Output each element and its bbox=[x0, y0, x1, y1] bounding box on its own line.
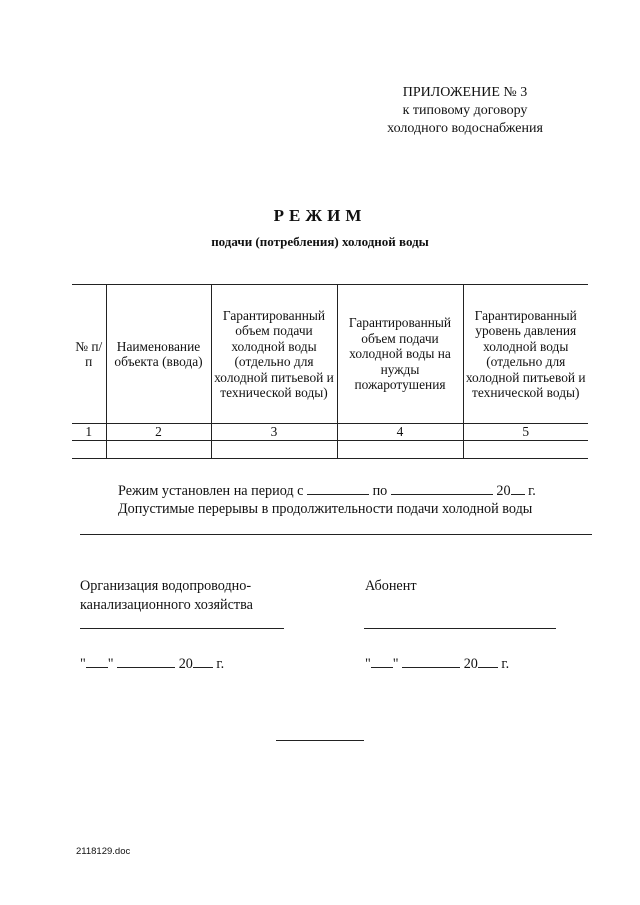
period-middle: по bbox=[372, 483, 388, 499]
subscriber-month-field[interactable] bbox=[402, 655, 460, 668]
empty-cell[interactable] bbox=[72, 441, 106, 459]
interruptions-field[interactable] bbox=[80, 534, 592, 535]
column-number-2: 2 bbox=[106, 424, 211, 441]
table-column-numbers-row bbox=[72, 424, 588, 441]
column-number-3: 3 bbox=[211, 424, 337, 441]
period-line bbox=[118, 482, 536, 500]
document-subtitle: подачи (потребления) холодной воды bbox=[211, 234, 429, 249]
org-month-field[interactable] bbox=[117, 655, 175, 668]
period-year-suffix: г. bbox=[528, 483, 536, 499]
table-empty-row[interactable] bbox=[72, 441, 588, 459]
org-year-field[interactable] bbox=[193, 655, 213, 668]
subscriber-date-line bbox=[365, 655, 509, 673]
date-quote-open: " bbox=[80, 656, 86, 672]
regime-table bbox=[72, 284, 588, 459]
empty-cell[interactable] bbox=[106, 441, 211, 459]
date-quote-close: " bbox=[107, 656, 114, 672]
org-label: Организация водопроводно-канализационного хозяйства bbox=[80, 578, 253, 613]
date-quote-open: " bbox=[365, 656, 371, 672]
period-year-prefix: 20 bbox=[496, 483, 511, 499]
appendix-number: ПРИЛОЖЕНИЕ № 3 bbox=[402, 85, 528, 100]
file-name-footer: 2118129.doc bbox=[76, 846, 131, 857]
closing-divider bbox=[276, 740, 364, 741]
header-fire-volume: Гарантированный объем подачи холодной воды на нужды пожаротушения bbox=[337, 285, 463, 424]
appendix-contract-subject: холодного водоснабжения bbox=[387, 121, 543, 136]
date-quote-close: " bbox=[392, 656, 399, 672]
subscriber-signature-field[interactable] bbox=[364, 628, 556, 629]
org-date-line bbox=[80, 655, 224, 673]
header-number: № п/п bbox=[72, 285, 106, 424]
subscriber-day-field[interactable] bbox=[371, 655, 393, 668]
appendix-contract-type: к типовому договору bbox=[402, 103, 528, 118]
column-number-1: 1 bbox=[72, 424, 106, 441]
period-end-field[interactable] bbox=[391, 482, 493, 495]
period-year-field[interactable] bbox=[511, 482, 525, 495]
document-title: РЕЖИМ bbox=[273, 206, 367, 225]
period-start-field[interactable] bbox=[307, 482, 369, 495]
empty-cell[interactable] bbox=[211, 441, 337, 459]
subscriber-label: Абонент bbox=[365, 578, 417, 594]
subscriber-year-field[interactable] bbox=[478, 655, 498, 668]
header-guaranteed-volume: Гарантированный объем подачи холодной воды (отдельно для холодной питьевой и технической воды) bbox=[211, 285, 337, 424]
date-suffix: г. bbox=[216, 656, 225, 672]
date-year-prefix: 20 bbox=[178, 656, 193, 672]
empty-cell[interactable] bbox=[463, 441, 588, 459]
column-number-5: 5 bbox=[463, 424, 588, 441]
org-signature-field[interactable] bbox=[80, 628, 284, 629]
column-number-4: 4 bbox=[337, 424, 463, 441]
org-day-field[interactable] bbox=[86, 655, 108, 668]
empty-cell[interactable] bbox=[337, 441, 463, 459]
table-header-row bbox=[72, 285, 588, 424]
appendix-header bbox=[340, 84, 590, 138]
interruptions-label: Допустимые перерывы в продолжительности подачи холодной воды bbox=[118, 501, 533, 517]
date-suffix: г. bbox=[501, 656, 510, 672]
period-prefix: Режим установлен на период с bbox=[118, 483, 304, 499]
header-pressure-level: Гарантированный уровень давления холодной воды (отдельно для холодной питьевой и технической воды) bbox=[463, 285, 588, 424]
header-object-name: Наименование объекта (ввода) bbox=[106, 285, 211, 424]
date-year-prefix: 20 bbox=[463, 656, 478, 672]
